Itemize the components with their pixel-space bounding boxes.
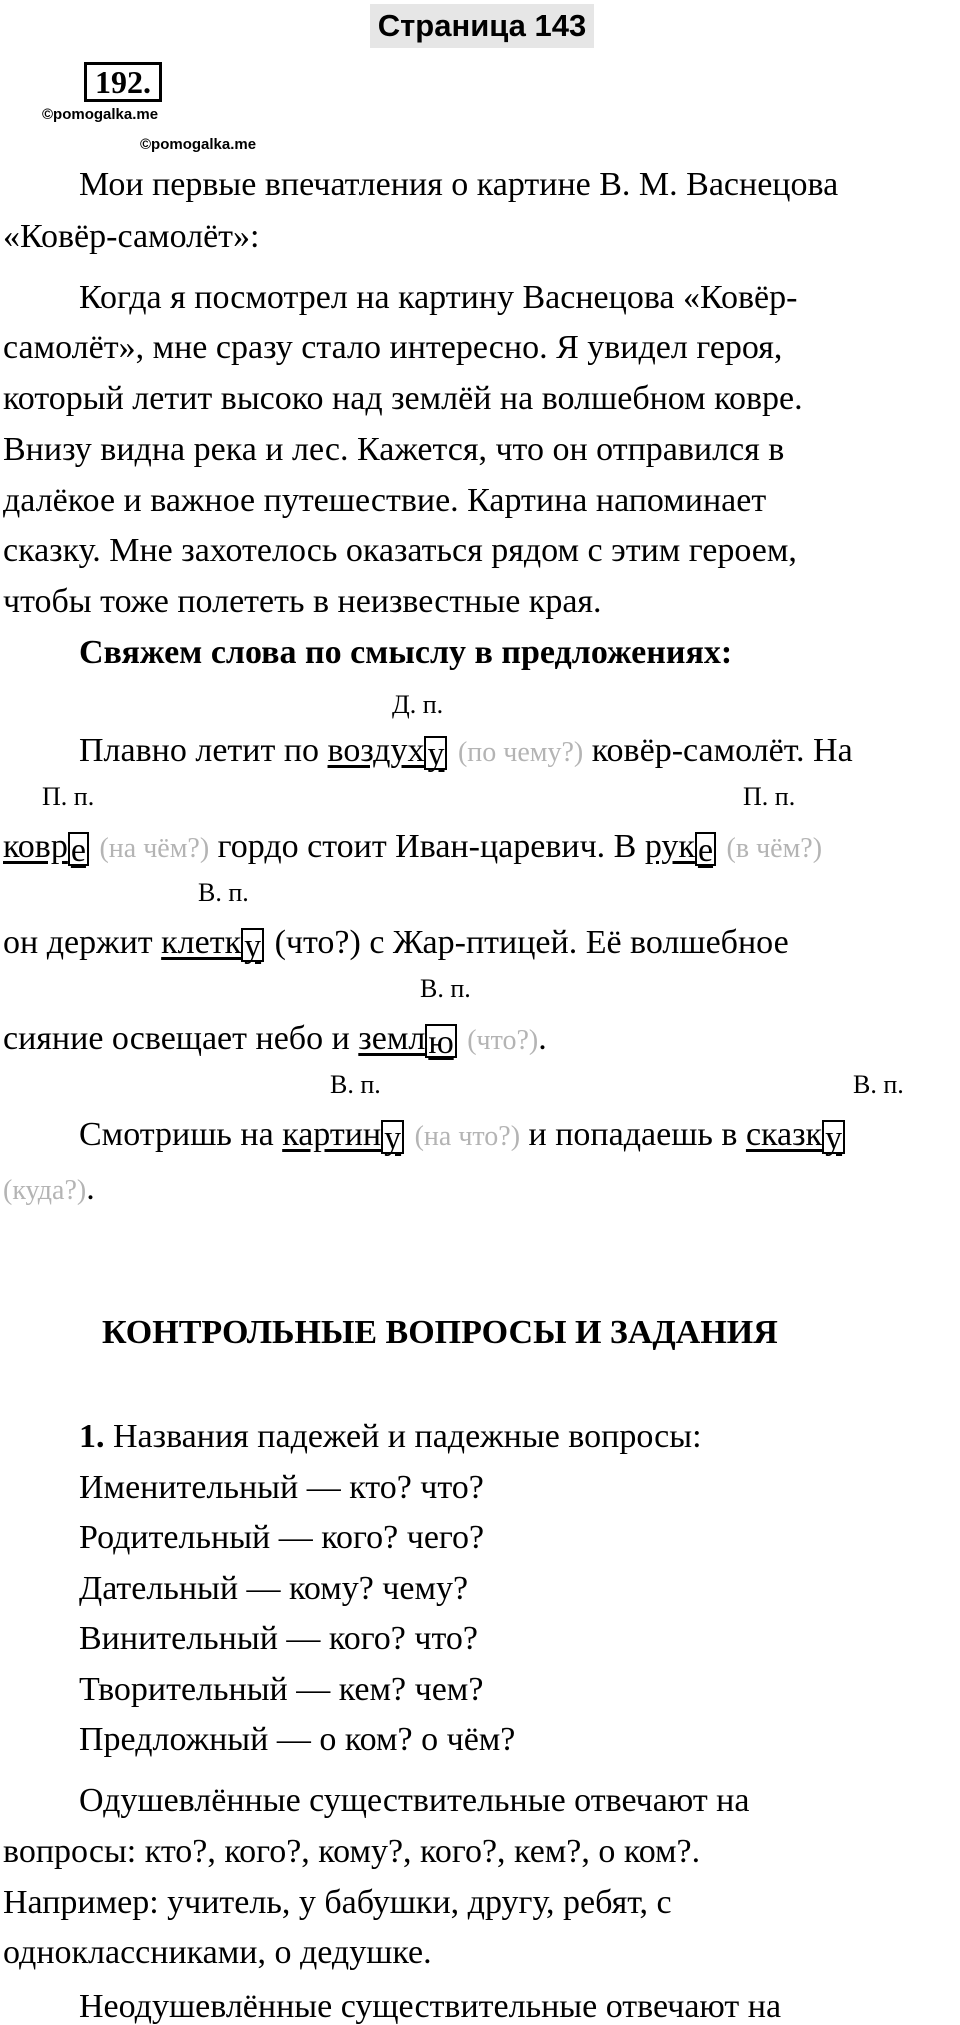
- sentence-line: [3, 924, 789, 965]
- paragraph-line: чтобы тоже полететь в неизвестные края.: [3, 583, 602, 620]
- word-stem: земл: [358, 1020, 426, 1057]
- sentence-line: [3, 828, 823, 869]
- animate-line: одноклассниками, о дедушке.: [3, 1934, 432, 1971]
- word-stem: ковр: [3, 828, 68, 865]
- word-ending: е: [695, 832, 716, 866]
- word-stem: рук: [644, 828, 695, 865]
- sentence-line: [3, 1020, 547, 1061]
- paragraph-line: который летит высоко над землёй на волшебном ковре.: [3, 380, 803, 417]
- word-ending: е: [68, 832, 89, 866]
- word-stem: воздух: [327, 732, 425, 769]
- word-stem: сказк: [745, 1116, 823, 1153]
- case-mark: П. п.: [743, 782, 796, 811]
- sentence-line: [3, 1172, 95, 1206]
- sentence-text: ковёр-самолёт. На: [583, 732, 853, 769]
- case-mark: Д. п.: [392, 690, 444, 719]
- case-line: Родительный — кого? чего?: [79, 1519, 485, 1556]
- inanimate-line: Неодушевлённые существительные отвечают на: [79, 1988, 782, 2025]
- word-ending: у: [381, 1120, 404, 1154]
- control-item: [79, 1420, 702, 1454]
- sentence-text: он держит: [3, 924, 162, 961]
- case-mark: В. п.: [853, 1070, 904, 1099]
- case-line: Дательный — кому? чему?: [79, 1570, 469, 1607]
- case-line: Именительный — кто? что?: [79, 1469, 484, 1506]
- sentence-text: сияние освещает небо и: [3, 1020, 359, 1057]
- case-question: (на чём?): [99, 833, 210, 864]
- word-stem: клетк: [161, 924, 242, 961]
- animate-line: вопросы: кто?, кого?, кому?, кого?, кем?, о ком?.: [3, 1833, 701, 1870]
- sentence-line: [79, 732, 853, 773]
- sentence-text: .: [538, 1020, 547, 1057]
- intro-line: Мои первые впечатления о картине В. М. Васнецова: [79, 166, 839, 203]
- page-title: Страница 143: [370, 4, 594, 48]
- paragraph-line: Когда я посмотрел на картину Васнецова «Ковёр-: [79, 279, 798, 316]
- case-mark: В. п.: [420, 974, 471, 1003]
- sentence-line: [79, 1116, 847, 1157]
- paragraph-line: Внизу видна река и лес. Кажется, что он отправился в: [3, 431, 785, 468]
- case-question: (в чём?): [726, 833, 823, 864]
- paragraph-line: самолёт», мне сразу стало интересно. Я увидел героя,: [3, 329, 783, 366]
- watermark: ©pomogalka.me: [140, 136, 257, 153]
- animate-line: Одушевлённые существительные отвечают на: [79, 1782, 750, 1819]
- item-text: Названия падежей и падежные вопросы:: [104, 1418, 702, 1455]
- word-ending: у: [424, 736, 447, 770]
- word-ending: у: [822, 1120, 845, 1154]
- exercise-number: 192.: [84, 62, 162, 102]
- word-stem: картин: [282, 1116, 382, 1153]
- sentence-text: и попадаешь в: [520, 1116, 746, 1153]
- case-mark: П. п.: [42, 782, 95, 811]
- section-title: КОНТРОЛЬНЫЕ ВОПРОСЫ И ЗАДАНИЯ: [102, 1314, 778, 1351]
- sentence-text: Плавно летит по: [79, 732, 328, 769]
- sentence-text: с Жар-птицей. Её волшебное: [360, 924, 789, 961]
- linking-heading: Свяжем слова по смыслу в предложениях:: [79, 634, 733, 671]
- case-question: (что?): [467, 1025, 539, 1056]
- animate-line: Например: учитель, у бабушки, другу, ребят, с: [3, 1884, 672, 1921]
- sentence-text: .: [86, 1170, 95, 1207]
- word-ending: у: [241, 928, 264, 962]
- case-mark: В. п.: [198, 878, 249, 907]
- watermark: ©pomogalka.me: [42, 106, 159, 123]
- intro-line: «Ковёр-самолёт»:: [3, 218, 260, 255]
- item-number: 1.: [79, 1418, 105, 1455]
- paragraph-line: сказку. Мне захотелось оказаться рядом с этим героем,: [3, 532, 797, 569]
- case-line: Творительный — кем? чем?: [79, 1671, 484, 1708]
- paragraph-line: далёкое и важное путешествие. Картина напоминает: [3, 482, 767, 519]
- sentence-text: гордо стоит Иван-царевич. В: [209, 828, 645, 865]
- case-question: (что?): [274, 924, 361, 961]
- word-ending: ю: [425, 1024, 456, 1058]
- case-line: Винительный — кого? что?: [79, 1620, 479, 1657]
- case-line: Предложный — о ком? о чём?: [79, 1721, 516, 1758]
- case-question: (по чему?): [457, 737, 584, 768]
- case-question: (куда?): [3, 1175, 87, 1206]
- case-mark: В. п.: [330, 1070, 381, 1099]
- sentence-text: Смотришь на: [79, 1116, 283, 1153]
- case-question: (на что?): [414, 1121, 521, 1152]
